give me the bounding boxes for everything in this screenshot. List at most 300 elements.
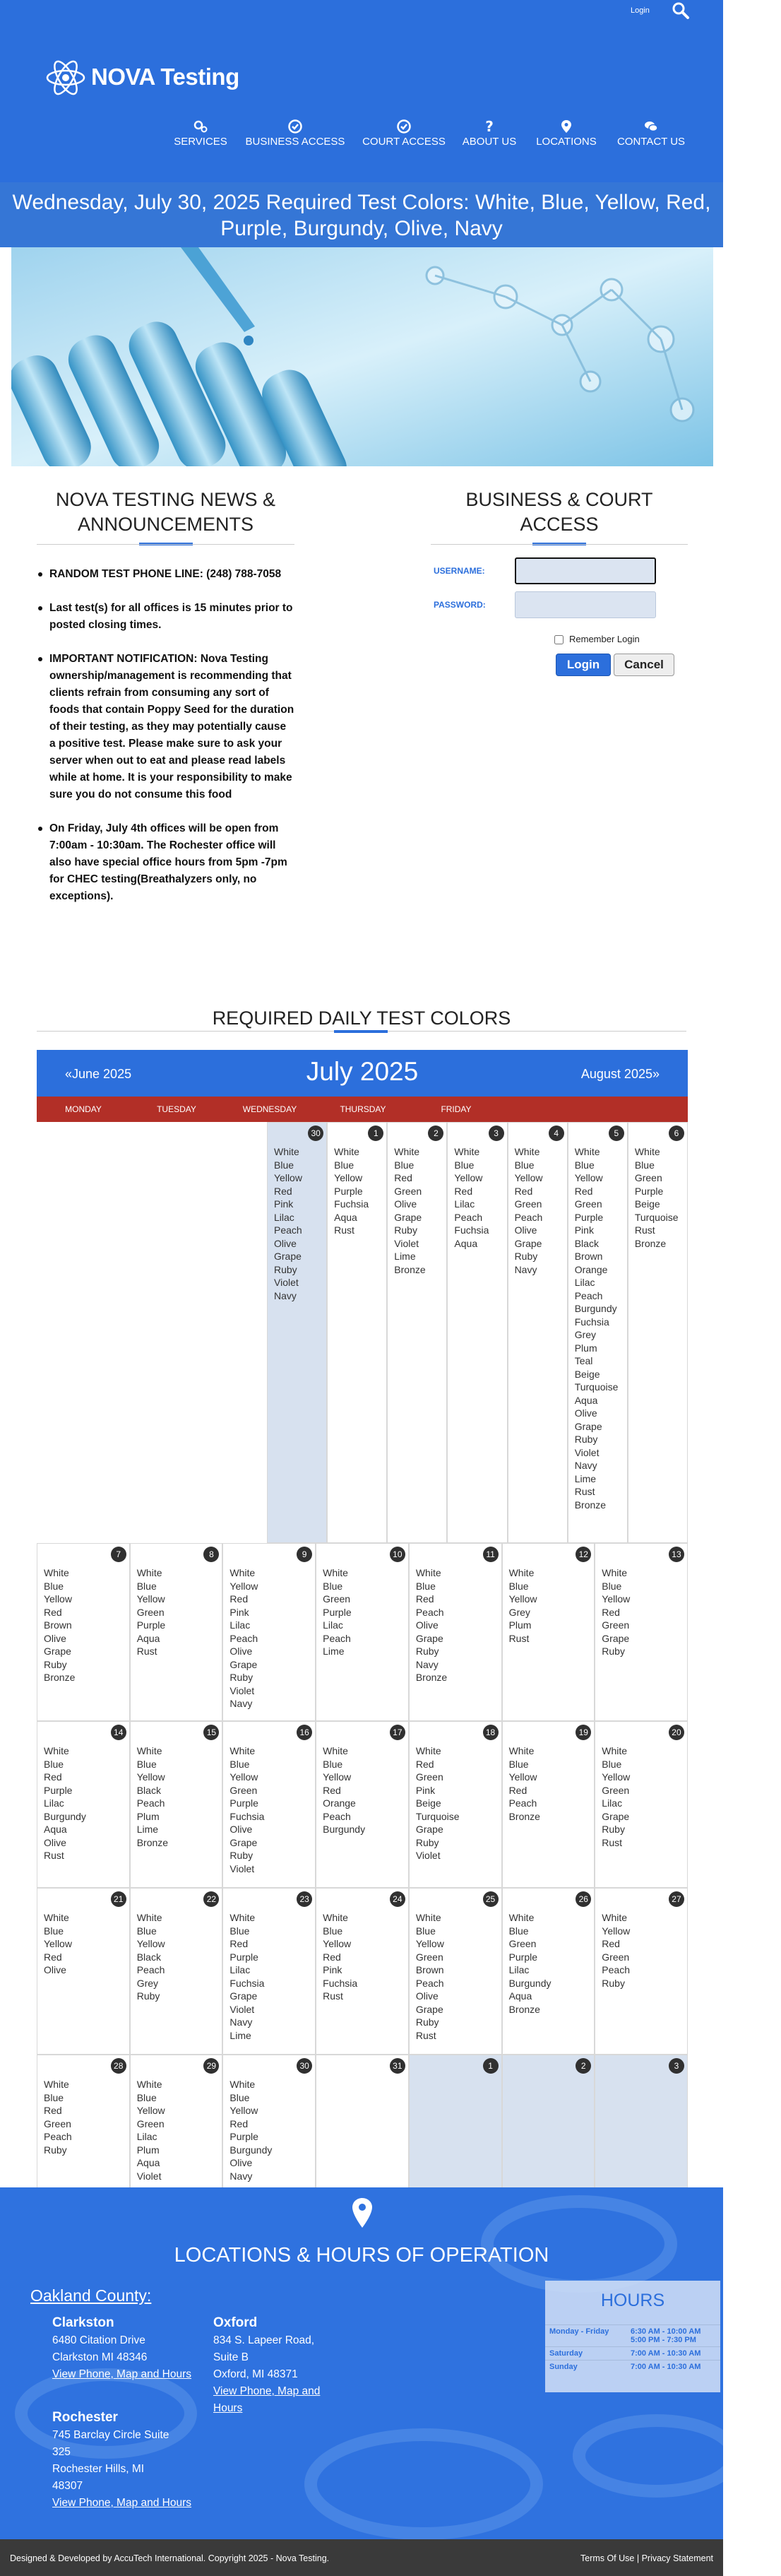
office-address-line: 325 bbox=[52, 2446, 71, 2458]
color-item: Beige bbox=[415, 1797, 441, 1809]
color-item: White bbox=[508, 1745, 535, 1756]
terms-link[interactable]: Terms Of Use bbox=[580, 2553, 635, 2563]
check-circle-icon bbox=[359, 119, 449, 136]
color-list bbox=[229, 1911, 264, 2042]
news-heading-line-2: ANNOUNCEMENTS bbox=[77, 514, 254, 535]
map-marker-icon bbox=[531, 119, 602, 136]
day-number: 1 bbox=[368, 1125, 383, 1141]
color-list bbox=[44, 2078, 72, 2156]
color-item: Burgundy bbox=[574, 1303, 617, 1314]
color-item: Lilac bbox=[602, 1797, 623, 1809]
day-number: 22 bbox=[203, 1891, 219, 1907]
office-address-line: 834 S. Lapeer Road, bbox=[213, 2334, 315, 2346]
color-item: Blue bbox=[229, 1925, 250, 1937]
color-item: Pink bbox=[274, 1198, 294, 1210]
color-item: Blue bbox=[136, 1758, 157, 1770]
color-item: Grey bbox=[574, 1329, 597, 1340]
atom-logo-icon bbox=[44, 55, 87, 100]
color-item: Turquoise bbox=[634, 1211, 679, 1223]
daily-colors-banner bbox=[0, 182, 723, 247]
color-item: Green bbox=[602, 1951, 630, 1963]
color-item: Bronze bbox=[136, 1836, 169, 1848]
color-item: Plum bbox=[574, 1342, 597, 1354]
locations-footer bbox=[0, 2187, 723, 2539]
day-number: 17 bbox=[390, 1725, 405, 1740]
color-item: Blue bbox=[44, 1758, 64, 1770]
color-item: Rust bbox=[415, 2029, 436, 2041]
calendar-day-cell bbox=[447, 1122, 507, 1543]
calendar-day-cell bbox=[502, 1888, 595, 2055]
calendar-day-cell bbox=[316, 1543, 409, 1721]
calendar-day-cell bbox=[595, 1888, 688, 2055]
hours-box bbox=[545, 2281, 720, 2392]
office-address-line: 6480 Citation Drive bbox=[52, 2334, 145, 2346]
calendar-day-cell bbox=[327, 1122, 387, 1543]
news-item: On Friday, July 4th offices will be open from 7:00am - 10:30am. The Rochester office will also have special office hours from 5pm -7pm for CHEC testing(Breathalyzers only, no exceptions). bbox=[37, 820, 294, 905]
calendar-day-cell bbox=[316, 1888, 409, 2055]
color-item: Blue bbox=[229, 1758, 250, 1770]
color-item: Yellow bbox=[274, 1172, 302, 1183]
nav-label: COURT ACCESS bbox=[362, 136, 446, 148]
username-input[interactable] bbox=[515, 557, 656, 584]
calendar-day-cell bbox=[502, 2055, 595, 2193]
color-item: Grape bbox=[602, 1810, 630, 1822]
nav-label: CONTACT US bbox=[616, 136, 686, 148]
calendar-day-cell bbox=[409, 1721, 502, 1888]
nav-locations[interactable] bbox=[531, 119, 602, 153]
day-number: 31 bbox=[390, 2058, 405, 2074]
colors-calendar bbox=[37, 1050, 688, 2180]
banner-line-1: Wednesday, July 30, 2025 Required Test Colors: White, Blue, Yellow, Red, bbox=[12, 191, 711, 214]
color-item: Grape bbox=[602, 1632, 630, 1644]
remember-login bbox=[554, 634, 640, 644]
color-item: Blue bbox=[454, 1159, 475, 1171]
privacy-link[interactable]: Privacy Statement bbox=[641, 2553, 713, 2563]
color-item: Grape bbox=[415, 1824, 443, 1835]
color-item: Blue bbox=[44, 1925, 64, 1937]
color-item: Red bbox=[508, 1784, 527, 1796]
color-item: Green bbox=[634, 1172, 662, 1183]
nav-about-us[interactable] bbox=[456, 119, 523, 153]
color-list bbox=[416, 1566, 447, 1684]
color-item: Bronze bbox=[415, 1672, 448, 1683]
office-oxford bbox=[213, 2315, 347, 2417]
color-item: White bbox=[415, 1567, 441, 1578]
color-item: Yellow bbox=[574, 1172, 603, 1183]
calendar-day-cell bbox=[409, 1543, 502, 1721]
color-item: Bronze bbox=[574, 1499, 607, 1511]
color-item: Lime bbox=[323, 1646, 345, 1657]
color-item: Turquoise bbox=[574, 1381, 619, 1393]
color-item: Peach bbox=[415, 1606, 444, 1618]
news-item: RANDOM TEST PHONE LINE: (248) 788-7058 bbox=[37, 566, 294, 583]
nav-label: SERVICES bbox=[174, 136, 227, 148]
color-item: White bbox=[44, 1745, 69, 1756]
color-item: Olive bbox=[229, 1646, 253, 1657]
nav-services[interactable] bbox=[171, 119, 230, 153]
color-item: Grape bbox=[229, 1836, 258, 1848]
color-item: Rust bbox=[574, 1486, 595, 1497]
color-item: Red bbox=[44, 1951, 62, 1963]
color-item: Red bbox=[229, 1593, 249, 1605]
top-login-link[interactable]: Login bbox=[631, 6, 650, 15]
color-item: Peach bbox=[602, 1964, 630, 1975]
color-item: White bbox=[602, 1567, 628, 1578]
weekday-name: FRIDAY bbox=[441, 1104, 472, 1114]
color-item: Green bbox=[394, 1185, 422, 1197]
color-item: Green bbox=[136, 2117, 165, 2129]
password-row bbox=[431, 591, 688, 625]
comments-icon bbox=[612, 119, 691, 136]
day-number: 21 bbox=[111, 1891, 126, 1907]
color-item: Ruby bbox=[415, 1646, 439, 1657]
color-item: White bbox=[44, 1912, 69, 1923]
color-item: White bbox=[323, 1745, 348, 1756]
color-item: Yellow bbox=[334, 1172, 363, 1183]
day-number: 5 bbox=[609, 1125, 624, 1141]
color-list bbox=[44, 1744, 86, 1862]
color-item: Burgundy bbox=[323, 1824, 366, 1835]
color-item: Navy bbox=[274, 1289, 297, 1301]
color-item: Olive bbox=[415, 1619, 439, 1631]
color-item: Navy bbox=[514, 1263, 537, 1275]
color-item: Lilac bbox=[274, 1211, 294, 1223]
color-item: Violet bbox=[394, 1237, 419, 1249]
calendar-day-cell bbox=[409, 1888, 502, 2055]
login-heading: BUSINESS & COURT ACCESS bbox=[465, 489, 653, 535]
color-item: White bbox=[602, 1912, 628, 1923]
color-item: Grape bbox=[229, 1990, 258, 2002]
color-item: Ruby bbox=[229, 1672, 254, 1683]
color-item: Purple bbox=[229, 1951, 258, 1963]
office-hours-link[interactable]: View Phone, Map and Hours bbox=[52, 2497, 192, 2509]
day-number: 13 bbox=[669, 1547, 684, 1562]
color-item: Aqua bbox=[508, 1990, 532, 2002]
day-number: 3 bbox=[489, 1125, 504, 1141]
color-item: Olive bbox=[274, 1237, 297, 1249]
color-item: White bbox=[574, 1146, 600, 1157]
calendar-day-cell bbox=[387, 1122, 447, 1543]
color-item: Lilac bbox=[454, 1198, 475, 1210]
color-item: Rust bbox=[334, 1224, 354, 1236]
day-number: 25 bbox=[483, 1891, 499, 1907]
office-address-line: 745 Barclay Circle Suite bbox=[52, 2429, 169, 2441]
color-item: Yellow bbox=[602, 1771, 631, 1783]
color-item: Lilac bbox=[44, 1797, 64, 1809]
calendar-day-cell bbox=[222, 1543, 316, 1721]
color-item: White bbox=[136, 1567, 162, 1578]
color-item: Bronze bbox=[394, 1263, 426, 1275]
color-item: Grape bbox=[574, 1420, 602, 1432]
color-item: Red bbox=[229, 1938, 249, 1949]
color-item: Purple bbox=[323, 1606, 352, 1618]
color-item: Peach bbox=[136, 1964, 165, 1975]
color-item: Aqua bbox=[44, 1824, 67, 1835]
gears-icon bbox=[171, 119, 230, 136]
login-button[interactable]: Login bbox=[556, 654, 611, 676]
color-item: Purple bbox=[334, 1185, 363, 1197]
color-list bbox=[44, 1911, 72, 1977]
hours-day: Sunday bbox=[545, 2361, 626, 2374]
calendar-day-cell bbox=[502, 1543, 595, 1721]
color-item: Grape bbox=[274, 1251, 302, 1262]
color-item: Lilac bbox=[229, 1619, 251, 1631]
color-item: Peach bbox=[136, 1797, 165, 1809]
weekday-header bbox=[37, 1097, 688, 1122]
color-item: Yellow bbox=[229, 1580, 258, 1592]
color-item: Pink bbox=[574, 1224, 594, 1236]
color-item: Navy bbox=[229, 1698, 253, 1709]
double-chevron-left-icon: « bbox=[65, 1067, 73, 1081]
color-list bbox=[635, 1145, 679, 1250]
color-item: Peach bbox=[323, 1810, 351, 1822]
color-item: Fuchsia bbox=[454, 1224, 489, 1236]
color-item: White bbox=[508, 1567, 535, 1578]
color-item: Purple bbox=[574, 1211, 604, 1223]
site-header bbox=[0, 0, 723, 182]
calendar-day-cell bbox=[508, 1122, 568, 1543]
color-item: Olive bbox=[44, 1836, 66, 1848]
color-list bbox=[229, 1566, 258, 1711]
nav-label: LOCATIONS bbox=[536, 136, 597, 148]
color-list bbox=[515, 1145, 543, 1276]
color-item: Purple bbox=[634, 1185, 664, 1197]
calendar-day-cell bbox=[37, 1888, 130, 2055]
link-separator: | bbox=[634, 2553, 642, 2563]
locations-title: LOCATIONS & HOURS OF OPERATION bbox=[174, 2244, 549, 2267]
color-item: Yellow bbox=[514, 1172, 543, 1183]
color-item: Aqua bbox=[136, 2157, 160, 2168]
day-number: 24 bbox=[390, 1891, 405, 1907]
color-item: White bbox=[602, 1745, 628, 1756]
color-item: Aqua bbox=[334, 1211, 357, 1223]
calendar-day-cell bbox=[222, 1721, 316, 1888]
news-item: Last test(s) for all offices is 15 minutes prior to posted closing times. bbox=[37, 600, 294, 634]
color-list bbox=[334, 1145, 369, 1237]
color-item: Ruby bbox=[394, 1224, 417, 1236]
color-item: Ruby bbox=[44, 2144, 67, 2156]
color-item: Orange bbox=[574, 1263, 608, 1275]
color-item: Red bbox=[415, 1758, 434, 1770]
color-item: White bbox=[229, 1567, 256, 1578]
map-marker-icon bbox=[352, 2197, 373, 2228]
color-item: Lime bbox=[136, 1824, 159, 1835]
day-number: 30 bbox=[308, 1125, 323, 1141]
color-item: Aqua bbox=[574, 1394, 598, 1406]
color-item: Blue bbox=[229, 2091, 250, 2103]
nav-business-access[interactable] bbox=[240, 119, 350, 153]
color-item: Violet bbox=[574, 1446, 600, 1458]
color-item: Violet bbox=[136, 2170, 162, 2182]
day-number: 2 bbox=[576, 2058, 591, 2074]
color-item: Burgundy bbox=[508, 1977, 552, 1989]
color-list bbox=[575, 1145, 619, 1511]
calendar-day-cell bbox=[130, 1888, 223, 2055]
color-item: Green bbox=[602, 1784, 630, 1796]
color-item: Navy bbox=[229, 2016, 253, 2028]
color-list bbox=[137, 1911, 165, 2003]
weekday-name: MONDAY bbox=[65, 1104, 102, 1114]
county-link[interactable]: Oakland County: bbox=[30, 2286, 152, 2305]
color-item: Rust bbox=[44, 1850, 64, 1861]
password-input[interactable] bbox=[515, 591, 656, 618]
color-item: Black bbox=[136, 1951, 161, 1963]
color-item: Blue bbox=[574, 1159, 595, 1171]
search-icon[interactable] bbox=[672, 1, 690, 20]
color-item: Olive bbox=[514, 1224, 537, 1236]
color-item: Blue bbox=[508, 1925, 529, 1937]
news-heading-line-1: NOVA TESTING NEWS & bbox=[55, 489, 276, 510]
weekday-name: THURSDAY bbox=[340, 1104, 386, 1114]
color-item: Yellow bbox=[415, 1938, 444, 1949]
color-list bbox=[137, 1566, 165, 1658]
color-item: Beige bbox=[574, 1368, 600, 1380]
color-item: Violet bbox=[229, 1862, 255, 1874]
calendar-day-cell bbox=[409, 2055, 502, 2193]
color-item: Yellow bbox=[508, 1771, 537, 1783]
color-item: White bbox=[634, 1146, 660, 1157]
color-item: Lime bbox=[229, 2029, 251, 2041]
color-item: Grape bbox=[229, 1658, 258, 1670]
day-number: 18 bbox=[483, 1725, 499, 1740]
color-item: Peach bbox=[508, 1797, 537, 1809]
color-item: Navy bbox=[574, 1460, 597, 1471]
color-item: Lilac bbox=[508, 1964, 530, 1975]
site-logo[interactable] bbox=[44, 55, 249, 100]
calendar-day-cell bbox=[595, 2055, 688, 2193]
main-nav bbox=[162, 119, 699, 153]
double-chevron-right-icon: » bbox=[652, 1067, 660, 1081]
color-item: Green bbox=[602, 1619, 630, 1631]
color-item: Blue bbox=[44, 1580, 64, 1592]
username-row bbox=[431, 557, 688, 591]
color-item: Green bbox=[44, 2117, 71, 2129]
color-item: Bronze bbox=[508, 2003, 540, 2015]
color-list bbox=[323, 1566, 351, 1658]
color-item: Grey bbox=[508, 1606, 530, 1618]
color-item: Plum bbox=[508, 1619, 532, 1631]
color-list bbox=[602, 1566, 630, 1658]
cancel-button[interactable]: Cancel bbox=[614, 654, 674, 676]
day-number: 12 bbox=[576, 1547, 591, 1562]
color-item: White bbox=[136, 1912, 162, 1923]
color-item: Purple bbox=[44, 1784, 73, 1796]
color-item: Red bbox=[323, 1951, 341, 1963]
color-item: Peach bbox=[229, 1632, 258, 1644]
color-item: Grape bbox=[394, 1211, 422, 1223]
color-item: Green bbox=[136, 1606, 165, 1618]
color-item: Red bbox=[514, 1185, 533, 1197]
color-item: Blue bbox=[415, 1580, 436, 1592]
color-item: Olive bbox=[44, 1632, 66, 1644]
color-item: Fuchsia bbox=[323, 1977, 358, 1989]
color-item: Pink bbox=[229, 1606, 249, 1618]
color-item: Plum bbox=[136, 2144, 160, 2156]
color-item: Yellow bbox=[136, 1593, 165, 1605]
color-item: Olive bbox=[394, 1198, 417, 1210]
day-number: 29 bbox=[203, 2058, 219, 2074]
calendar-day-cell bbox=[595, 1543, 688, 1721]
color-item: Blue bbox=[334, 1159, 354, 1171]
color-item: Navy bbox=[229, 2170, 253, 2182]
color-item: Ruby bbox=[602, 1824, 625, 1835]
color-list bbox=[229, 1744, 264, 1875]
color-item: Olive bbox=[44, 1964, 66, 1975]
remember-login-checkbox[interactable] bbox=[554, 635, 564, 644]
color-item: White bbox=[229, 2079, 256, 2090]
hours-time bbox=[626, 2325, 720, 2347]
color-item: Blue bbox=[508, 1580, 529, 1592]
day-number: 10 bbox=[390, 1547, 405, 1562]
color-item: Yellow bbox=[44, 1938, 72, 1949]
next-month-link[interactable] bbox=[581, 1067, 660, 1082]
color-item: Pink bbox=[415, 1784, 436, 1796]
office-hours-link[interactable]: View Phone, Map and Hours bbox=[213, 2385, 321, 2414]
hours-day: Monday - Friday bbox=[545, 2325, 626, 2347]
news-list bbox=[37, 566, 294, 905]
calendar-day-cell bbox=[130, 2055, 223, 2193]
color-item: Yellow bbox=[136, 2105, 165, 2116]
banner-line-2: Purple, Burgundy, Olive, Navy bbox=[220, 217, 503, 240]
calendar-header bbox=[37, 1050, 688, 1097]
color-item: Fuchsia bbox=[574, 1316, 609, 1328]
nav-contact-us[interactable] bbox=[612, 119, 691, 153]
bottom-bar bbox=[0, 2539, 723, 2576]
color-list bbox=[274, 1145, 302, 1302]
day-number: 4 bbox=[549, 1125, 564, 1141]
color-item: Burgundy bbox=[229, 2144, 273, 2156]
color-item: Green bbox=[574, 1198, 602, 1210]
color-item: Violet bbox=[415, 1850, 441, 1861]
day-number: 1 bbox=[483, 2058, 499, 2074]
next-month-label: August 2025 bbox=[580, 1067, 652, 1081]
color-item: Lilac bbox=[574, 1277, 595, 1288]
calendar-day-cell bbox=[628, 1122, 688, 1543]
hours-row bbox=[545, 2325, 720, 2347]
color-item: Rust bbox=[634, 1224, 655, 1236]
color-item: Rust bbox=[323, 1990, 343, 2002]
color-item: Red bbox=[602, 1606, 620, 1618]
color-list bbox=[509, 1744, 540, 1823]
calendar-day-cell bbox=[37, 1543, 130, 1721]
color-list bbox=[509, 1911, 552, 2016]
office-address-line: 48307 bbox=[52, 2480, 83, 2492]
required-colors-heading: REQUIRED DAILY TEST COLORS bbox=[212, 1008, 511, 1029]
calendar-day-cell bbox=[502, 1721, 595, 1888]
office-clarkston bbox=[52, 2315, 193, 2383]
hours-time: 7:00 AM - 10:30 AM bbox=[626, 2361, 720, 2374]
day-number: 15 bbox=[203, 1725, 219, 1740]
color-item: Lime bbox=[394, 1251, 416, 1262]
color-item: White bbox=[136, 2079, 162, 2090]
nav-court-access[interactable] bbox=[359, 119, 449, 153]
color-item: Olive bbox=[229, 1824, 253, 1835]
color-item: Bronze bbox=[44, 1672, 76, 1683]
color-item: Olive bbox=[574, 1407, 597, 1419]
color-item: Lilac bbox=[136, 2131, 157, 2142]
color-item: Red bbox=[454, 1185, 473, 1197]
color-item: Blue bbox=[514, 1159, 535, 1171]
color-item: Navy bbox=[415, 1658, 439, 1670]
color-item: Blue bbox=[136, 1925, 157, 1937]
nav-label: BUSINESS ACCESS bbox=[245, 136, 345, 148]
color-item: White bbox=[274, 1146, 299, 1157]
color-item: Red bbox=[415, 1593, 434, 1605]
color-item: Plum bbox=[136, 1810, 160, 1822]
office-hours-link[interactable]: View Phone, Map and Hours bbox=[52, 2368, 192, 2380]
calendar-day-cell bbox=[267, 1122, 327, 1543]
color-item: Blue bbox=[602, 1758, 622, 1770]
